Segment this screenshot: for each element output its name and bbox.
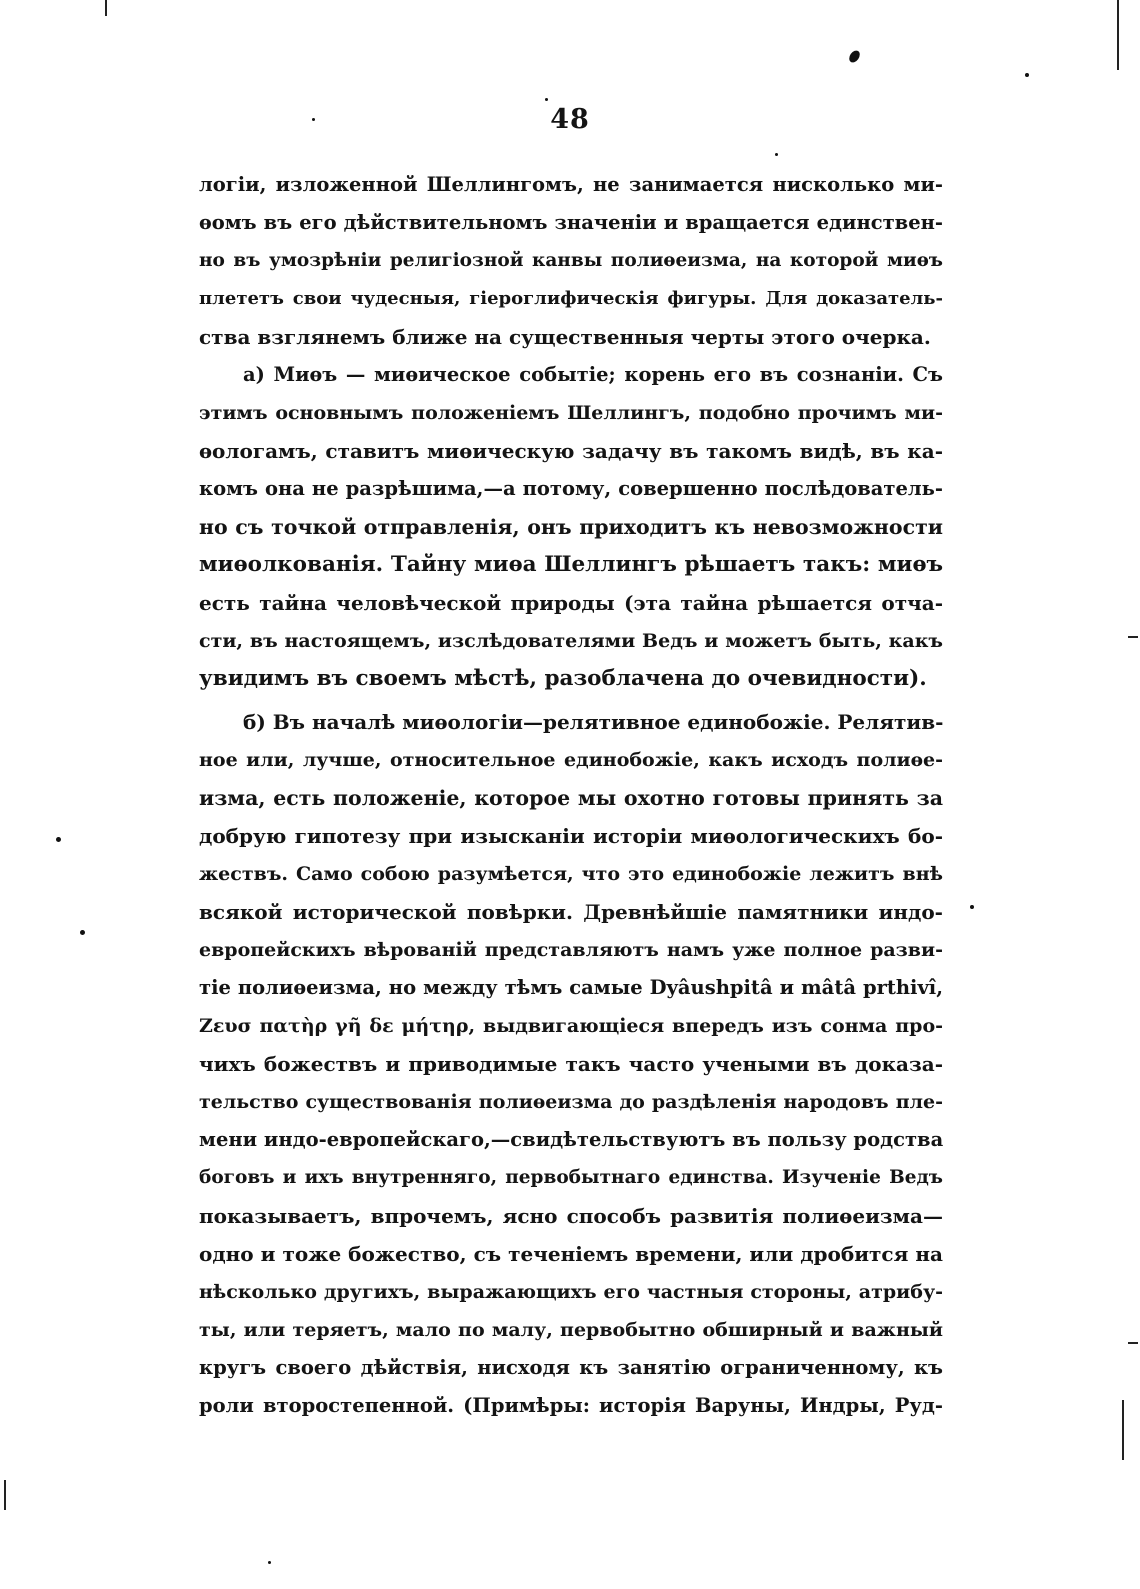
text-line: логіи, изложенной Шеллингомъ, не занимается нисколько ми- [199, 173, 943, 196]
scan-speck [1025, 73, 1029, 77]
text-line: мени индо-европейскаго,—свидѣтельствуютъ въ пользу родства [199, 1128, 944, 1151]
text-line: роли второстепенной. (Примѣры: исторія Варуны, Индры, Руд- [199, 1394, 943, 1417]
text-line: жествъ. Само собою разумѣется, что это единобожіе лежитъ внѣ [199, 863, 943, 885]
scan-edge-mark [1128, 1342, 1138, 1344]
text-line: есть тайна человѣческой природы (эта тайна рѣшается отча- [199, 591, 943, 615]
scan-speck [268, 1561, 271, 1564]
text-line: всякой исторической повѣрки. Древнѣйшіе памятники индо- [199, 900, 943, 924]
page-text [199, 166, 943, 1425]
paragraph-a-start: а) Миѳъ — миѳическое событіе; корень его въ сознаніи. Съ [243, 363, 943, 386]
scan-edge-mark [1117, 0, 1119, 70]
greek-line: Ζευσ πατὴρ γῆ δε μήτηρ, выдвигающіеся впередъ изъ сонма про- [199, 1015, 943, 1037]
text-line: комъ она не разрѣшима,—а потому, совершенно послѣдователь- [199, 477, 943, 500]
text-line: ства взглянемъ ближе на существенныя черты этого очерка. [199, 325, 931, 349]
page-number: 48 [550, 104, 590, 135]
scan-edge-mark [1122, 1400, 1124, 1460]
text-line: увидимъ въ своемъ мѣстѣ, разоблачена до очевидности). [199, 666, 927, 691]
text-line: изма, есть положеніе, которое мы охотно готовы принять за [199, 786, 943, 810]
text-line: чихъ божествъ и приводимые такъ часто учеными въ доказа- [199, 1052, 943, 1076]
scan-speck [312, 118, 315, 121]
text-line: показываетъ, впрочемъ, ясно способъ развитія полиѳеизма— [199, 1204, 943, 1228]
scan-speck [775, 153, 778, 156]
text-line: нѣсколько другихъ, выражающихъ его частныя стороны, атрибу- [199, 1281, 943, 1303]
text-line: ѳомъ въ его дѣйствительномъ значеніи и вращается единствен- [199, 211, 943, 234]
text-line: миѳолкованія. Тайну миѳа Шеллингъ рѣшаетъ такъ: миѳъ [199, 552, 943, 577]
text-line: боговъ и ихъ внутренняго, первобытнаго единства. Изученіе Ведъ [199, 1167, 943, 1188]
text-line: ное или, лучше, относительное единобожіе, какъ исходъ полиѳе- [199, 749, 943, 771]
text-line: одно и тоже божество, съ теченіемъ времени, или дробится на [199, 1242, 943, 1266]
scan-speck [80, 930, 85, 935]
text-line: плететъ свои чудесныя, гіероглифическія фигуры. Для доказатель- [199, 288, 943, 309]
scan-edge-mark [105, 0, 107, 16]
text-line: но съ точкой отправленія, онъ приходитъ къ невозможности [199, 515, 943, 539]
text-line: ѳологамъ, ставитъ миѳическую задачу въ такомъ видѣ, въ ка- [199, 439, 943, 463]
scan-speck [545, 98, 548, 101]
paragraph-b-start: б) Въ началѣ миѳологіи—релятивное единобожіе. Релятив- [243, 710, 944, 734]
text-line: тельство существованія полиѳеизма до раздѣленія народовъ пле- [199, 1091, 943, 1113]
text-line: добрую гипотезу при изысканіи исторіи миѳологическихъ бо- [199, 824, 943, 848]
text-line: но въ умозрѣніи религіозной канвы полиѳеизма, на которой миѳъ [199, 250, 943, 271]
scan-edge-mark [4, 1480, 6, 1510]
text-line: этимъ основнымъ положеніемъ Шеллингъ, подобно прочимъ ми- [199, 402, 943, 424]
scan-speck [970, 905, 974, 909]
scan-speck [56, 837, 61, 842]
text-line: кругъ своего дѣйствія, нисходя къ занятію ограниченному, къ [199, 1356, 943, 1379]
scan-speck [847, 49, 862, 65]
text-line: ты, или теряетъ, мало по малу, первобытно обширный и важный [199, 1319, 943, 1341]
text-line: сти, въ настоящемъ, изслѣдователями Ведъ и можетъ быть, какъ [199, 630, 943, 652]
text-line: тіе полиѳеизма, но между тѣмъ самые Dyâushpitâ и mâtâ prthivî, [199, 976, 943, 999]
scan-edge-mark [1128, 636, 1138, 638]
text-line: европейскихъ вѣрованій представляютъ намъ уже полное разви- [199, 939, 943, 961]
